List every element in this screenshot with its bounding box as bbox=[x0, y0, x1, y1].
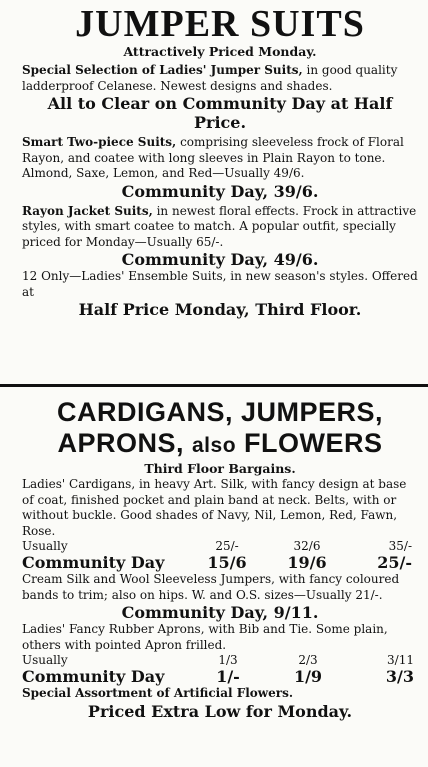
usually-price-2: 32/6 bbox=[293, 539, 321, 553]
aprons-usually-price-2: 2/3 bbox=[298, 653, 318, 667]
rayon-jacket-lead: Rayon Jacket Suits, bbox=[22, 203, 153, 218]
headline-also: also bbox=[192, 434, 237, 457]
usually-label: Usually bbox=[22, 539, 68, 553]
cardigans-subhead: Third Floor Bargains. bbox=[144, 461, 296, 476]
clear-half-price-line: All to Clear on Community Day at Half Price. bbox=[47, 94, 393, 132]
usually-price-1: 25/- bbox=[215, 539, 239, 553]
cardigans-headline-line2 bbox=[22, 428, 418, 461]
aprons-community-day-price-3: 3/3 bbox=[385, 667, 414, 686]
smart-suits-text: comprising sleeveless frock of Floral Rayon, and coatee with long sleeves in Plain Rayon to tone. Almond, Saxe, Lemon, and Red—Usually 49/6. bbox=[22, 135, 404, 180]
aprons-community-day-label: Community Day bbox=[22, 667, 165, 686]
rayon-jacket-paragraph bbox=[22, 204, 418, 251]
headline-flowers: FLOWERS bbox=[244, 428, 383, 458]
cardigans-headline-line1: CARDIGANS, JUMPERS, bbox=[56, 397, 384, 427]
aprons-community-day-row bbox=[22, 668, 418, 686]
cardigans-ad bbox=[0, 384, 428, 767]
aprons-usually-price-1: 1/3 bbox=[218, 653, 238, 667]
jumper-suits-headline: JUMPER SUITS bbox=[75, 3, 365, 45]
flowers-price: Priced Extra Low for Monday. bbox=[87, 701, 353, 721]
community-day-price-1: 15/6 bbox=[207, 553, 247, 572]
ensemble-suits-paragraph: 12 Only—Ladies' Ensemble Suits, in new season's styles. Offered at bbox=[22, 269, 418, 299]
jumpers-paragraph: Cream Silk and Wool Sleeveless Jumpers, with fancy coloured bands to trim; also on hips. W. and O.S. sizes—Usually 21/-. bbox=[22, 572, 400, 602]
smart-suits-paragraph bbox=[22, 135, 418, 182]
jumpers-price: Community Day, 9/11. bbox=[121, 603, 319, 622]
cardigan-usually-row bbox=[22, 539, 418, 554]
aprons-usually-label: Usually bbox=[22, 653, 68, 667]
aprons-community-day-price-1: 1/- bbox=[216, 667, 240, 686]
smart-suits-price: Community Day, 39/6. bbox=[121, 181, 319, 201]
special-selection-paragraph bbox=[22, 63, 418, 94]
special-selection-text: in good quality ladderproof Celanese. Newest designs and shades. bbox=[22, 63, 398, 93]
community-day-label: Community Day bbox=[22, 553, 165, 572]
smart-suits-lead: Smart Two-piece Suits, bbox=[22, 135, 177, 149]
rayon-jacket-text: in newest floral effects. Frock in attractive styles, with smart coatee to match. A popular outfit, specially priced for Monday—Usually 65/-. bbox=[22, 203, 417, 249]
community-day-price-3: 25/- bbox=[377, 553, 412, 572]
usually-price-3: 35/- bbox=[388, 539, 412, 553]
aprons-usually-row bbox=[22, 653, 418, 668]
aprons-paragraph: Ladies' Fancy Rubber Aprons, with Bib and Tie. Some plain, others with pointed Apron frilled. bbox=[22, 622, 388, 652]
jumper-suits-ad bbox=[0, 0, 428, 382]
aprons-community-day-price-2: 1/9 bbox=[293, 667, 323, 686]
aprons-usually-price-3: 3/11 bbox=[387, 653, 414, 667]
special-selection-lead: Special Selection of Ladies' Jumper Suits, bbox=[22, 63, 303, 77]
flowers-paragraph: Special Assortment of Artificial Flowers. bbox=[22, 686, 294, 700]
cardigan-community-day-row bbox=[22, 554, 418, 572]
community-day-price-2: 19/6 bbox=[287, 553, 327, 572]
rayon-jacket-price: Community Day, 49/6. bbox=[121, 250, 319, 269]
cardigan-paragraph: Ladies' Cardigans, in heavy Art. Silk, with fancy design at base of coat, finished pocket and plain band at neck. Belts, with or without buckle. Good shades of Navy, Nil, Lemon, Red, Fawn, Rose. bbox=[22, 477, 407, 538]
jumper-suits-subhead: Attractively Priced Monday. bbox=[123, 44, 317, 59]
ensemble-half-price-line: Half Price Monday, Third Floor. bbox=[78, 300, 362, 319]
headline-aprons: APRONS, bbox=[57, 428, 184, 458]
